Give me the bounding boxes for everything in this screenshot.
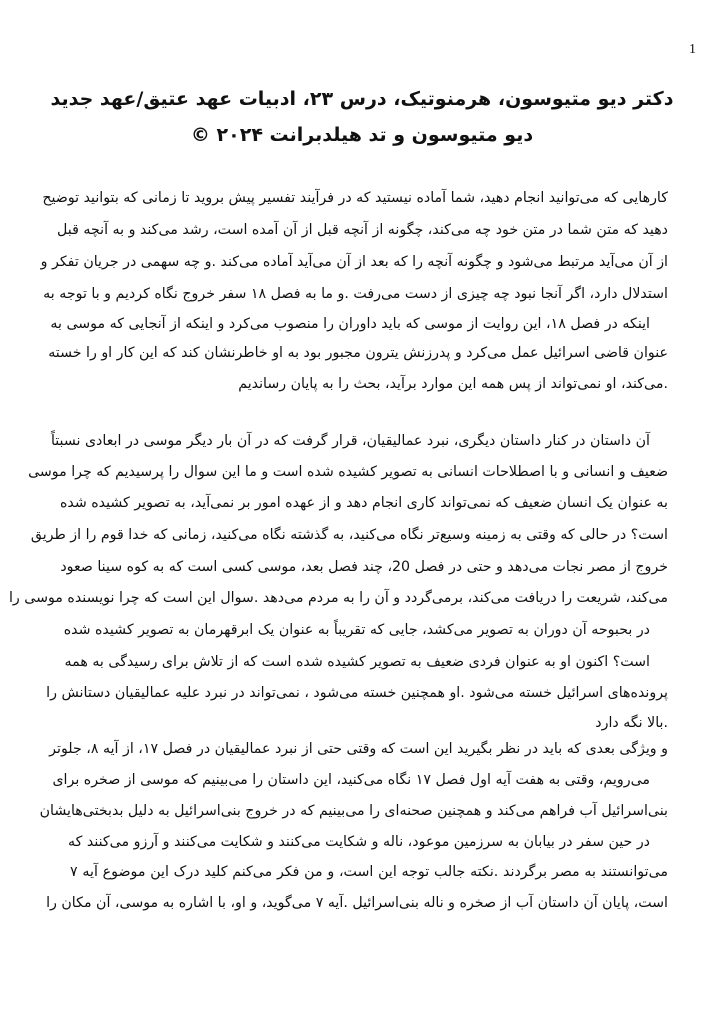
text-line: در بحبوحه آن دوران به تصویر می‌کشد، جایی که تقریباً به عنوان یک ابرقهرمان به تصویر کشیده شده	[63, 622, 650, 638]
text-line: بنی‌اسرائیل آب فراهم می‌کند و همچنین صحنه‌ای را می‌بینیم که در خروج بنی‌اسرائیل به دلیل بدبختی‌هایشان	[39, 803, 668, 819]
page-number: 1	[689, 42, 696, 57]
text-line: و ویژگی بعدی که باید در نظر بگیرید این است که وقتی حتی از نبرد عمالیقیان در فصل ۱۷، از آیه ۸، جلوتر	[49, 741, 668, 757]
text-line: است؟ در حالی که وقتی به زمینه وسیع‌تر نگاه می‌کنید، به گذشته نگاه می‌کنید، زمانی که خدا قوم را از طریق	[30, 527, 668, 543]
text-line: اینکه در فصل ۱۸، این روایت از موسی که باید داوران را منصوب می‌کرد و اینکه از آنجایی که موسی به	[50, 316, 650, 332]
text-line: .بالا نگه دارد	[595, 715, 668, 731]
text-line: در حین سفر در بیابان به سرزمین موعود، ناله و شکایت می‌کنند و شکایت می‌کنند و آرزو می‌کنند که	[68, 834, 650, 850]
text-line: می‌کند، شریعت را دریافت می‌کند، برمی‌گردد و آن را به مردم می‌دهد .سوال این است که چرا نویسنده موسی را	[8, 590, 668, 606]
text-line: می‌توانستند به مصر برگردند .نکته جالب توجه این است، و من فکر می‌کنم کلید درک این موضوع آیه ۷	[70, 864, 668, 880]
text-line: ضعیف و انسانی و با اصطلاحات انسانی به تصویر کشیده شده است و ما این سوال را پرسیدیم که چرا موسی	[28, 464, 668, 480]
copyright-line: دیو متیوسون و تد هیلدبرانت ۲۰۲۴ ©	[190, 124, 534, 146]
text-line: است؟ اکنون او به عنوان فردی ضعیف به تصویر کشیده شده است که از تلاش برای رسیدگی به همه	[64, 654, 650, 670]
text-line: استدلال دارد، اگر آنجا نبود چه چیزی از دست می‌رفت .و ما به فصل ۱۸ سفر خروج نگاه کردیم و با توجه به	[43, 286, 668, 302]
text-line: عنوان قاضی اسرائیل عمل می‌کرد و پدرزنش یترون مجبور بود به او خاطرنشان کند که این کار او را خسته	[48, 345, 668, 361]
text-line: پرونده‌های اسرائیل خسته می‌شود .او همچنین خسته می‌شود ، نمی‌تواند در نبرد علیه عمالیقیان دستانش را	[46, 685, 668, 701]
text-line: به عنوان یک انسان ضعیف که نمی‌تواند کاری انجام دهد و از عهده امور بر نمی‌آید، به تصویر کشیده شده	[59, 495, 668, 511]
text-line: آن داستان در کنار داستان دیگری، نبرد عمالیقیان، قرار گرفت که در آن بار دیگر موسی در ابعادی نسبتاً	[50, 433, 650, 449]
text-line: .می‌کند، او نمی‌تواند از پس همه این موارد برآید، بحث را به پایان رساندیم	[238, 376, 668, 392]
document-title: دکتر دیو متیوسون، هرمنوتیک، درس ۲۳، ادبیات عهد عتیق/عهد جدید	[50, 88, 674, 110]
text-line: کارهایی که می‌توانید انجام دهید، شما آماده نیستید که در فرآیند تفسیر پیش بروید تا زمانی که بتوانید توضیح	[42, 190, 668, 206]
text-line: می‌رویم، وقتی به هفت آیه اول فصل ۱۷ نگاه می‌کنید، این داستان را می‌بینیم که موسی از صخره برای	[52, 772, 650, 788]
text-line: از آن می‌آید مرتبط می‌شود و چگونه آنچه را که بعد از آن می‌آید آماده می‌کند .و چه سهمی در جریان تفکر و	[40, 254, 668, 270]
text-line: است، پایان آن داستان آب از صخره و ناله بنی‌اسرائیل .آیه ۷ می‌گوید، و او، با اشاره به موسی، آن مکان را	[46, 895, 668, 911]
text-line: دهید که متن شما در متن خود چه می‌کند، چگونه از آنچه قبل از آن آمده است، رشد می‌کند و به آنچه قبل	[57, 222, 668, 238]
text-line: خروج از مصر نجات می‌دهد و حتی در فصل 20، چند فصل بعد، موسی کسی است که به کوه سینا صعود	[60, 559, 668, 575]
